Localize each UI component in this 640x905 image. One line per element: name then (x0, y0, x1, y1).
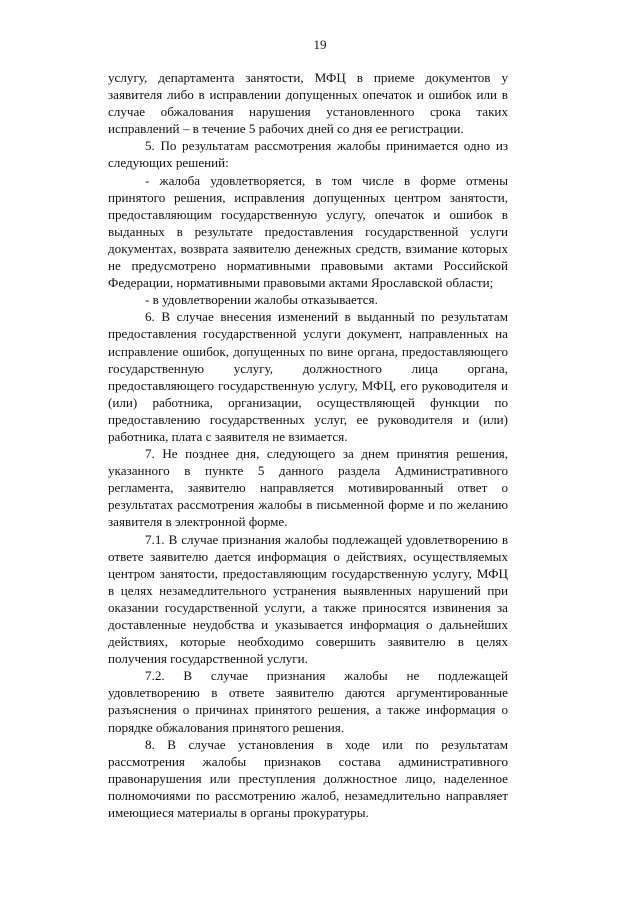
paragraph-7-1: 7.1. В случае признания жалобы подлежащей удовлетворению в ответе заявителю дается информация о действиях, осуществляемых центром занятости, предоставляющим государственную услугу, МФЦ в целях незамедлительного устранения выявленных нарушений при оказании государственной услуги, а также приносятся извинения за доставленные неудобства и указывается информация о дальнейших действиях, которые необходимо совершить заявителю в целях получения государственной услуги. (108, 531, 508, 667)
paragraph-continuation: услугу, департамента занятости, МФЦ в приеме документов у заявителя либо в исправлении допущенных опечаток и ошибок или в случае обжалования нарушения установленного срока таких исправлений – в течение 5 рабочих дней со дня ее регистрации. (108, 70, 508, 137)
paragraph-6: 6. В случае внесения изменений в выданный по результатам предоставления государственной услуги документ, направленных на исправление ошибок, допущенных по вине органа, предоставляющего государственную услугу, должностного лица органа, предоставляющего государственную услугу, МФЦ, его руководителя и (или) работника, организации, осуществляющей функции по предоставлению государственных услуг, ее руководителя и (или) работника, плата с заявителя не взимается. (108, 309, 508, 444)
paragraph-7: 7. Не позднее дня, следующего за днем принятия решения, указанного в пункте 5 данного раздела Административного регламента, заявителю направляется мотивированный ответ о результатах рассмотрения жалобы в письменной форме и по желанию заявителя в электронной форме. (108, 446, 508, 530)
page-number: 19 (313, 37, 327, 52)
document-body (108, 69, 508, 821)
paragraph-5-option-refused: - в удовлетворении жалобы отказывается. (145, 292, 378, 308)
paragraph-7-2: 7.2. В случае признания жалобы не подлежащей удовлетворению в ответе заявителю даются аргументированные разъяснения о причинах принятого решения, а также информация о порядке обжалования принятого решения. (108, 668, 508, 735)
paragraph-8: 8. В случае установления в ходе или по результатам рассмотрения жалобы признаков состава административного правонарушения или преступления должностное лицо, наделенное полномочиями по рассмотрению жалоб, незамедлительно направляет имеющиеся материалы в органы прокуратуры. (108, 736, 508, 821)
paragraph-5: 5. По результатам рассмотрения жалобы принимается одно из следующих решений: (108, 138, 508, 171)
paragraph-5-option-satisfied: - жалоба удовлетворяется, в том числе в форме отмены принятого решения, исправления допущенных центром занятости, предоставляющим государственную услугу, опечаток и ошибок в выданных в результате предоставления государственной услуги документах, возврата заявителю денежных средств, взимание которых не предусмотрено нормативными правовыми актами Российской Федерации, нормативными правовыми актами Ярославской области; (108, 172, 508, 291)
